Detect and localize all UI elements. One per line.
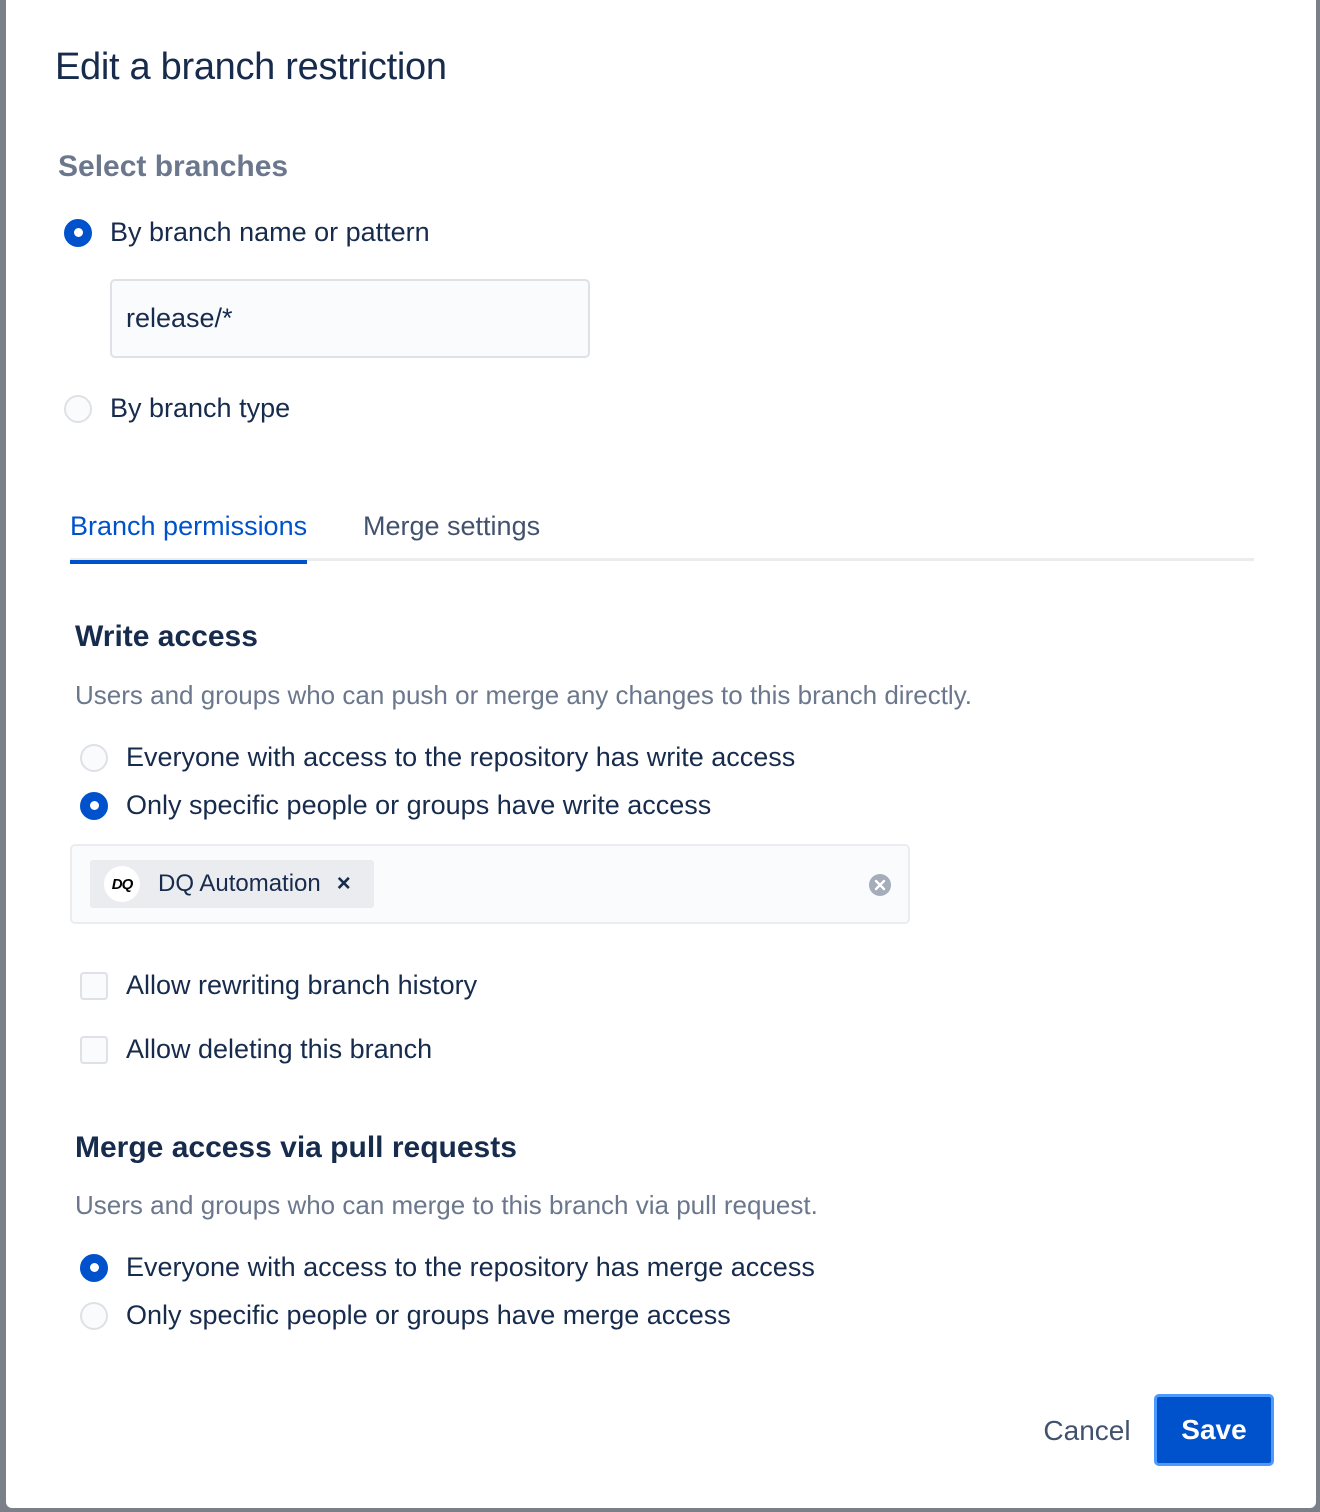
save-button[interactable]: Save	[1154, 1394, 1274, 1466]
remove-user-icon[interactable]: ×	[336, 870, 351, 897]
radio-unchecked-icon[interactable]	[64, 395, 92, 423]
write-access-user-picker[interactable]	[70, 844, 910, 924]
tab-merge-settings[interactable]: Merge settings	[363, 511, 541, 541]
radio-checked-icon[interactable]	[80, 792, 108, 820]
checkbox-allow-rewriting[interactable]	[80, 970, 477, 1001]
radio-checked-icon[interactable]	[64, 219, 92, 247]
radio-by-branch-type[interactable]	[64, 393, 290, 424]
radio-unchecked-icon[interactable]	[80, 1302, 108, 1330]
avatar: DQ	[104, 866, 140, 902]
radio-write-specific[interactable]	[80, 790, 711, 821]
merge-access-heading: Merge access via pull requests	[75, 1131, 517, 1164]
clear-selection-icon[interactable]	[868, 873, 892, 897]
write-access-description: Users and groups who can push or merge any changes to this branch directly.	[75, 680, 972, 710]
branch-pattern-input[interactable]	[110, 279, 590, 358]
radio-label: Everyone with access to the repository has merge access	[126, 1252, 815, 1282]
cancel-button[interactable]: Cancel	[1022, 1396, 1152, 1466]
tab-bar	[70, 505, 1254, 561]
radio-label: Everyone with access to the repository has write access	[126, 742, 796, 772]
edit-branch-restriction-dialog	[6, 0, 1316, 1508]
radio-label: Only specific people or groups have write access	[126, 790, 712, 820]
radio-label: By branch type	[110, 393, 291, 423]
radio-merge-everyone[interactable]	[80, 1252, 815, 1283]
checkbox-label: Allow rewriting branch history	[126, 970, 478, 1000]
checkbox-unchecked-icon[interactable]	[80, 972, 108, 1000]
radio-by-branch-name[interactable]	[64, 217, 430, 248]
select-branches-label: Select branches	[58, 150, 289, 183]
radio-unchecked-icon[interactable]	[80, 744, 108, 772]
checkbox-unchecked-icon[interactable]	[80, 1036, 108, 1064]
radio-label: By branch name or pattern	[110, 217, 430, 247]
selected-user-name: DQ Automation	[158, 870, 321, 897]
tab-branch-permissions[interactable]: Branch permissions	[70, 511, 307, 564]
checkbox-label: Allow deleting this branch	[126, 1034, 433, 1064]
write-access-heading: Write access	[75, 620, 258, 653]
radio-checked-icon[interactable]	[80, 1254, 108, 1282]
radio-write-everyone[interactable]	[80, 742, 795, 773]
selected-user-chip	[90, 860, 374, 908]
dialog-title: Edit a branch restriction	[55, 46, 447, 88]
merge-access-description: Users and groups who can merge to this branch via pull request.	[75, 1190, 818, 1220]
radio-label: Only specific people or groups have merge access	[126, 1300, 731, 1330]
checkbox-allow-deleting[interactable]	[80, 1034, 432, 1065]
radio-merge-specific[interactable]	[80, 1300, 731, 1331]
